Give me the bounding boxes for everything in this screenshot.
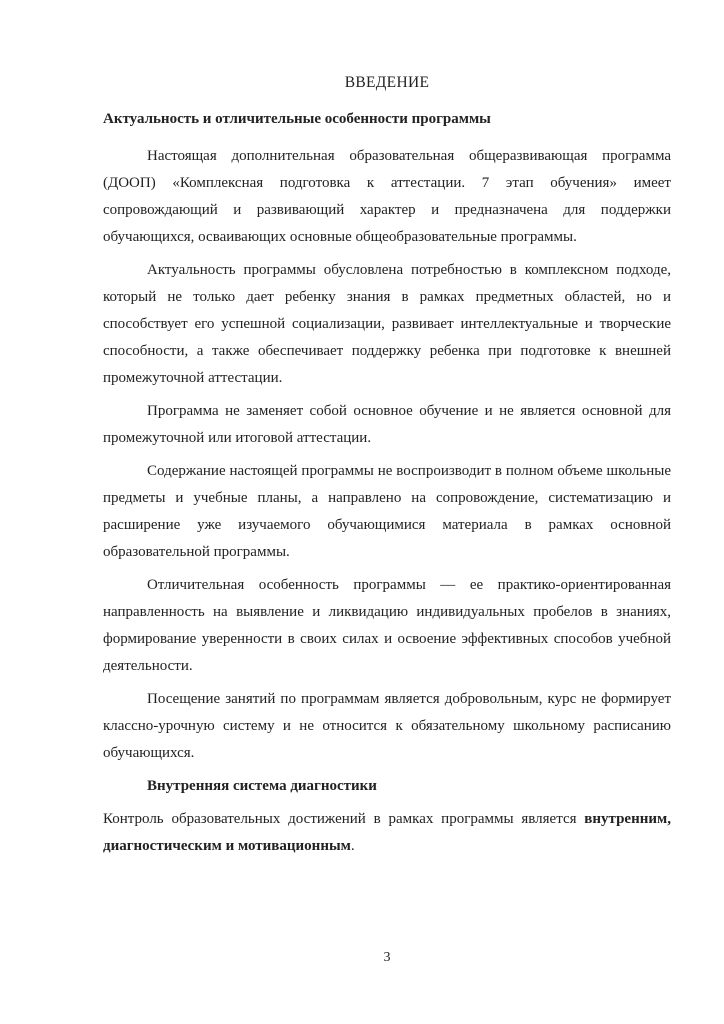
paragraph-not-replacement: Программа не заменяет собой основное обучение и не является основной для промежуточной или итоговой аттестации. bbox=[103, 403, 671, 446]
closing-text-suffix: . bbox=[350, 838, 355, 854]
section-heading: Актуальность и отличительные особенности программы bbox=[103, 111, 491, 127]
paragraph-relevance: Актуальность программы обусловлена потребностью в комплексном подходе, который не только дает ребенку знания в рамках предметных областей, но и способствует его успешной социализации, развивает интеллектуальные и творческие способности, а также обеспечивает поддержку ребенка при подготовке к внешней промежуточной аттестации. bbox=[103, 262, 671, 386]
paragraph-program-intro: Настоящая дополнительная образовательная общеразвивающая программа (ДООП) «Комплексная подготовка к аттестации. 7 этап обучения» имеет сопровождающий и развивающий характер и предназначена для поддержки обучающихся, осваивающих основные общеобразовательные программы. bbox=[103, 148, 671, 245]
paragraph-distinctive-feature: Отличительная особенность программы — ее практико-ориентированная направленность на выявление и ликвидацию индивидуальных пробелов в знаниях, формирование уверенности в своих силах и освоение эффективных способов учебной деятельности. bbox=[103, 577, 671, 674]
page-title: ВВЕДЕНИЕ bbox=[344, 74, 430, 91]
page-content bbox=[103, 69, 671, 860]
paragraph-content-scope: Содержание настоящей программы не воспроизводит в полном объеме школьные предметы и учебные планы, а направлено на сопровождение, систематизацию и расширение уже изучаемого обучающимися материала в рамках основной образовательной программы. bbox=[103, 463, 671, 560]
closing-text-bold: внутренним, диагностическим и мотивационным bbox=[103, 811, 671, 854]
paragraph-closing bbox=[103, 806, 671, 860]
subheading-internal-diagnostics: Внутренняя система диагностики bbox=[147, 778, 377, 794]
paragraph-attendance: Посещение занятий по программам является добровольным, курс не формирует классно-урочную систему и не относится к обязательному школьному расписанию обучающихся. bbox=[103, 691, 671, 761]
page-number: 3 bbox=[383, 950, 391, 965]
closing-text-prefix: Контроль образовательных достижений в рамках программы является bbox=[103, 811, 585, 827]
